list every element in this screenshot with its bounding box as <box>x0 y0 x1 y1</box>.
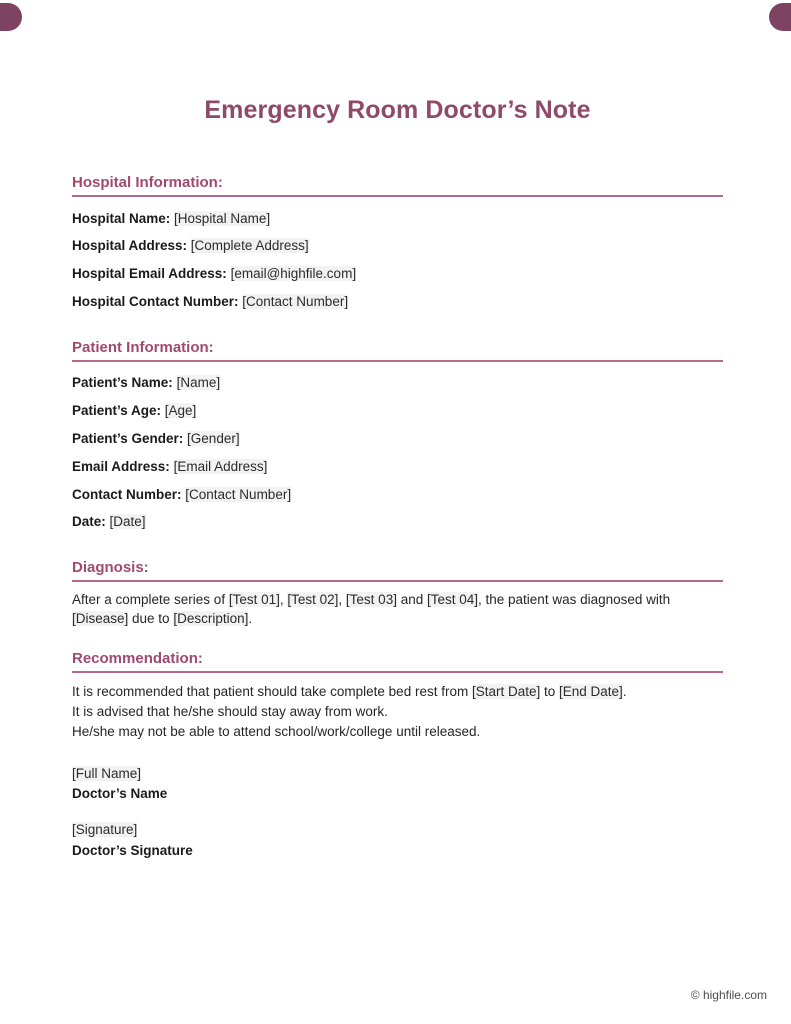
field-label: Contact Number: <box>72 486 182 502</box>
field-label: Hospital Email Address: <box>72 266 227 282</box>
field-label: Patient’s Name: <box>72 375 173 390</box>
page-title: Emergency Room Doctor’s Note <box>204 96 591 124</box>
section-recommendation <box>72 650 723 741</box>
field-patient-email-address <box>72 453 723 481</box>
signature-block <box>72 764 723 863</box>
field-value-placeholder[interactable]: [email@highfile.com] <box>230 266 357 282</box>
end-date-placeholder[interactable]: [End Date] <box>559 683 623 699</box>
field-label: Patient’s Age: <box>72 402 162 418</box>
footer-copyright: © highfile.com <box>690 988 767 1002</box>
field-patient-name <box>72 370 723 398</box>
doctor-signature-label: Doctor’s Signature <box>72 843 193 859</box>
decorative-pill-left <box>0 3 22 31</box>
doctor-name-label: Doctor’s Name <box>72 786 168 802</box>
section-divider-diagnosis <box>72 580 723 582</box>
test-01-placeholder[interactable]: [Test 01] <box>228 591 280 607</box>
field-label: Date: <box>72 514 106 530</box>
field-label: Hospital Address: <box>72 238 188 254</box>
recommendation-paragraph <box>72 681 723 741</box>
section-hospital-information <box>72 174 723 317</box>
recommendation-line-3: He/she may not be able to attend school/work/college until released. <box>72 723 481 739</box>
text-fragment: , <box>279 591 288 607</box>
field-hospital-name <box>72 205 723 233</box>
text-fragment: . <box>622 683 627 699</box>
text-fragment: and <box>396 591 427 607</box>
field-value-placeholder[interactable]: [Gender] <box>187 430 240 446</box>
section-patient-information <box>72 339 723 537</box>
section-heading-diagnosis: Diagnosis: <box>72 558 149 576</box>
field-value-placeholder[interactable]: [Hospital Name] <box>174 210 271 226</box>
section-divider-patient <box>72 360 723 362</box>
section-heading-hospital: Hospital Information: <box>72 174 223 191</box>
text-fragment: , <box>338 591 346 607</box>
recommendation-line-1 <box>72 681 723 701</box>
section-heading-recommendation: Recommendation: <box>72 650 203 668</box>
field-patient-gender <box>72 425 723 453</box>
decorative-pill-right <box>769 3 791 31</box>
description-placeholder[interactable]: [Description] <box>173 610 249 626</box>
field-hospital-contact-number <box>72 289 723 317</box>
text-fragment: due to <box>128 610 174 626</box>
section-diagnosis <box>72 559 723 628</box>
start-date-placeholder[interactable]: [Start Date] <box>471 683 541 699</box>
section-divider-recommendation <box>72 671 723 673</box>
test-04-placeholder[interactable]: [Test 04] <box>426 591 479 607</box>
field-label: Hospital Contact Number: <box>72 294 239 310</box>
field-value-placeholder[interactable]: [Contact Number] <box>242 294 349 310</box>
field-value-placeholder[interactable]: [Name] <box>176 375 221 390</box>
section-heading-patient: Patient Information: <box>72 338 214 356</box>
field-label: Patient’s Gender: <box>72 430 184 446</box>
test-02-placeholder[interactable]: [Test 02] <box>287 591 339 607</box>
doctor-signature-row <box>72 820 723 841</box>
test-03-placeholder[interactable]: [Test 03] <box>345 591 397 607</box>
section-divider-hospital <box>72 195 723 197</box>
field-patient-contact-number <box>72 481 723 509</box>
text-fragment: After a complete series of <box>72 591 229 607</box>
document-content <box>72 0 723 862</box>
field-label: Hospital Name: <box>72 210 171 226</box>
field-value-placeholder[interactable]: [Complete Address] <box>190 238 309 254</box>
doctor-full-name-row <box>72 764 723 785</box>
field-label: Email Address: <box>72 458 170 474</box>
field-date <box>72 509 723 537</box>
field-hospital-email-address <box>72 261 723 289</box>
text-fragment: to <box>540 683 560 699</box>
field-hospital-address <box>72 233 723 261</box>
field-value-placeholder[interactable]: [Age] <box>164 402 197 418</box>
text-fragment: , the patient was diagnosed with <box>478 591 671 607</box>
field-value-placeholder[interactable]: [Contact Number] <box>185 486 292 502</box>
text-fragment: It is recommended that patient should take complete bed rest from <box>72 683 472 699</box>
disease-placeholder[interactable]: [Disease] <box>72 610 129 626</box>
signature-placeholder[interactable]: [Signature] <box>72 822 138 838</box>
field-value-placeholder[interactable]: [Date] <box>109 514 146 530</box>
field-value-placeholder[interactable]: [Email Address] <box>173 458 268 474</box>
text-fragment: . <box>248 610 253 626</box>
diagnosis-paragraph <box>72 590 723 628</box>
full-name-placeholder[interactable]: [Full Name] <box>72 765 142 781</box>
recommendation-line-2: It is advised that he/she should stay away from work. <box>72 703 388 719</box>
field-patient-age <box>72 397 723 425</box>
